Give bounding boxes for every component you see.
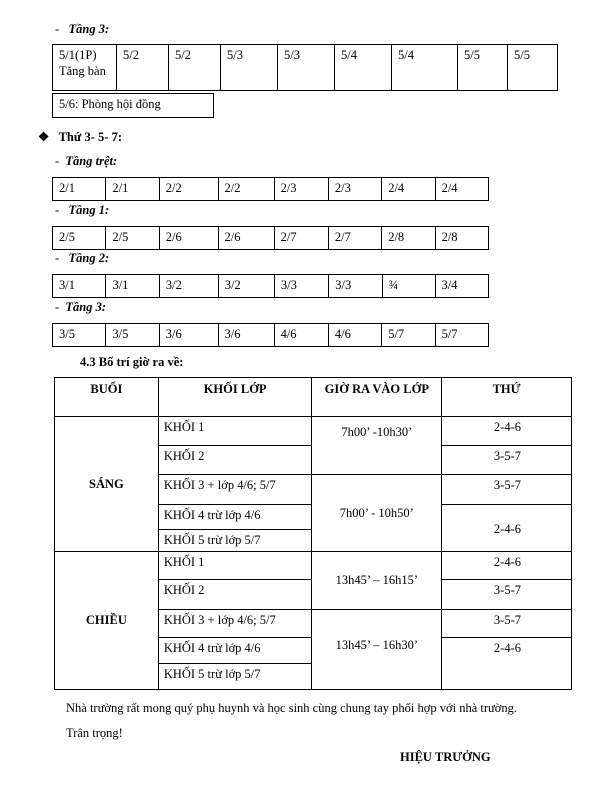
header-thu: THỨ [442,378,572,417]
table-cell: KHỐI 5 trừ lớp 5/7 [158,664,312,690]
schedule-table [54,377,572,690]
table-cell: 3-5-7 [442,446,572,475]
table-cell: 3/6 [159,324,218,347]
table-cell: 5/6: Phòng hội đồng [53,94,214,118]
table-cell: 5/5 [458,45,508,91]
table-cell: 5/3 [278,45,335,91]
table-cell: 3/2 [218,275,274,298]
floor-label-tang3: - Tầng 3: [55,300,107,314]
table-cell: 2/4 [382,178,435,201]
time-cell: 13h45’ – 16h30’ [312,610,442,690]
table-cell: 5/3 [221,45,278,91]
session-chieu: CHIỀU [55,552,159,690]
room-table-tang3 [52,323,489,347]
table-cell: 5/5 [508,45,558,91]
table-cell: 5/7 [382,324,435,347]
table-cell: 5/4 [335,45,392,91]
table-cell: ¾ [382,275,435,298]
table-cell: 2/8 [435,227,488,250]
table-cell: KHỐI 1 [158,417,312,446]
table-cell: 3/1 [106,275,159,298]
table-cell: 5/2 [117,45,169,91]
closing-message: Nhà trường rất mong quý phụ huynh và học sinh cùng chung tay phối hợp với nhà trường. [66,701,518,715]
table-cell: 2/5 [53,227,106,250]
time-cell: 13h45’ – 16h15’ [312,552,442,610]
table-cell: 2/2 [218,178,274,201]
table-cell: 2-4-6 [442,417,572,446]
session-sang: SÁNG [55,417,159,552]
table-cell: KHỐI 2 [158,446,312,475]
table-cell: 2/4 [435,178,488,201]
table-cell: KHỐI 5 trừ lớp 5/7 [158,530,312,552]
schedule-heading: 4.3 Bố trí giờ ra về: [80,355,184,369]
table-cell: 3/3 [329,275,382,298]
table-cell: KHỐI 4 trừ lớp 4/6 [158,638,312,664]
table-cell: 2/7 [328,227,381,250]
table-cell: 3-5-7 [442,610,572,638]
table-cell: 3/5 [106,324,159,347]
table-cell: 5/2 [169,45,221,91]
floor-label-tang2: - Tầng 2: [55,251,110,265]
header-buoi: BUỔI [55,378,159,417]
table-cell: 2/8 [382,227,435,250]
table-cell: KHỐI 2 [158,580,312,610]
table-cell: KHỐI 1 [158,552,312,580]
table-cell: 2-4-6 [442,638,572,690]
time-cell: 7h00’ -10h30’ [312,417,442,475]
section-heading-thu357: ❖ Thứ 3- 5- 7: [38,130,122,144]
table-cell: 2-4-6 [442,552,572,580]
time-cell: 7h00’ - 10h50’ [312,475,442,552]
table-cell: 2/3 [274,178,328,201]
table-cell: KHỐI 3 + lớp 4/6; 5/7 [158,475,312,505]
room-table-tang-tret [52,177,489,201]
header-khoi-lop: KHỐI LỚP [158,378,312,417]
floor-label-tang1: - Tầng 1: [55,203,110,217]
table-cell: 4/6 [274,324,328,347]
table-cell: 2/5 [106,227,159,250]
room-table-tang1 [52,226,489,250]
table-cell: 3/3 [274,275,328,298]
table-cell: 3/4 [435,275,489,298]
table-cell: 2/6 [218,227,274,250]
room-table-tang3-top [52,44,558,91]
table-cell: 2-4-6 [442,505,572,552]
signature-title: HIỆU TRƯỞNG [400,750,491,764]
table-cell: 3-5-7 [442,475,572,505]
floor-label-tang3-top: - Tầng 3: [55,22,110,36]
table-cell: 4/6 [328,324,381,347]
room-table-tang3-top-row2 [52,93,214,118]
table-cell: 3/6 [218,324,274,347]
table-cell: KHỐI 3 + lớp 4/6; 5/7 [158,610,312,638]
table-cell: 2/3 [328,178,381,201]
table-cell: 3/2 [159,275,218,298]
table-cell: 2/7 [274,227,328,250]
header-gio-ra-vao: GIỜ RA VÀO LỚP [312,378,442,417]
table-cell: 5/1(1P) Tăng bàn [53,45,117,91]
table-cell: 3-5-7 [442,580,572,610]
floor-label-tang-tret: - Tầng trệt: [55,154,118,168]
table-cell: 3/1 [53,275,106,298]
table-cell: 3/5 [53,324,106,347]
table-cell: 2/2 [159,178,218,201]
table-cell: 5/4 [392,45,458,91]
closing-regards: Trân trọng! [66,726,123,740]
table-cell: 2/1 [106,178,159,201]
room-table-tang2 [52,274,489,298]
table-cell: KHỐI 4 trừ lớp 4/6 [158,505,312,530]
table-cell: 5/7 [435,324,488,347]
table-cell: 2/1 [53,178,106,201]
table-cell: 2/6 [159,227,218,250]
